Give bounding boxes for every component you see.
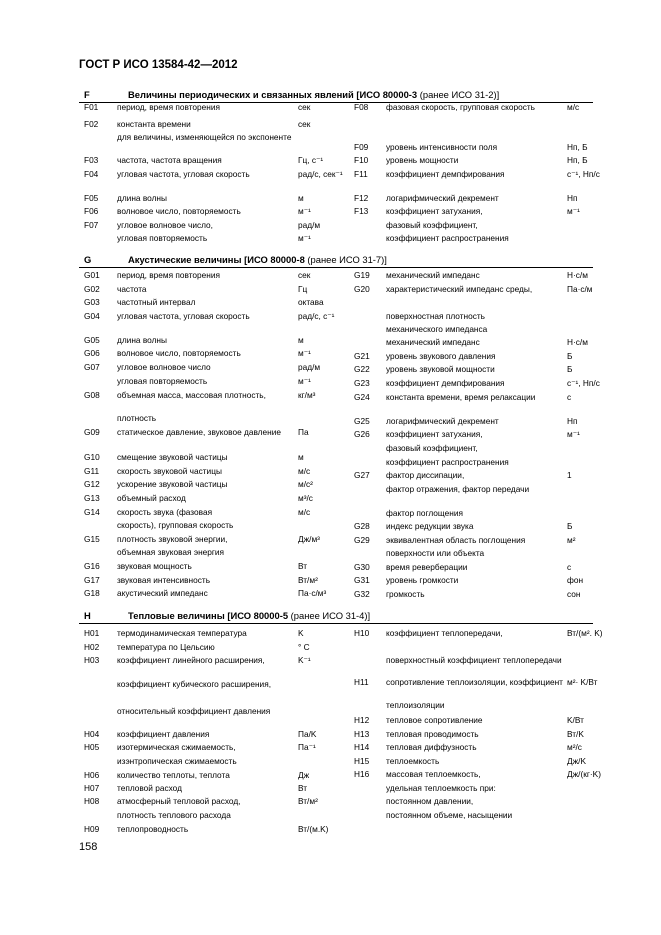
quantity-name: фактор поглощения <box>386 508 463 518</box>
quantity-name: длина волны <box>117 335 167 345</box>
quantity-name: индекс редукции звука <box>386 521 474 531</box>
quantity-name: коэффициент теплопередачи, <box>386 628 503 638</box>
section-letter: F <box>84 89 90 100</box>
quantity-code: G17 <box>84 575 100 585</box>
quantity-unit: Нп, Б <box>567 155 588 165</box>
section-title-standard: Акустические величины [ИСО 80000-8 <box>128 254 305 265</box>
quantity-code: F03 <box>84 155 99 165</box>
quantity-code: G24 <box>354 392 370 402</box>
quantity-code: G01 <box>84 270 100 280</box>
quantity-name: скорость звука (фазовая <box>117 507 213 517</box>
quantity-name: частота <box>117 284 147 294</box>
quantity-unit: Б <box>567 364 573 374</box>
quantity-code: G19 <box>354 270 370 280</box>
quantity-name: термодинамическая температура <box>117 628 247 638</box>
quantity-code: F06 <box>84 206 99 216</box>
quantity-code: G03 <box>84 297 100 307</box>
quantity-unit: с⁻¹, Нп/с <box>567 169 600 179</box>
quantity-name: частота, частота вращения <box>117 155 222 165</box>
quantity-unit: Па·с/м <box>567 284 593 294</box>
quantity-name: коэффициент затухания, <box>386 429 483 439</box>
quantity-name: время реверберации <box>386 562 468 572</box>
quantity-unit: Нп, Б <box>567 142 588 152</box>
quantity-name: изотермическая сжимаемость, <box>117 742 236 752</box>
quantity-unit: рад/с, сек⁻¹ <box>298 169 343 179</box>
quantity-code: H05 <box>84 742 100 752</box>
quantity-name: фактор отражения, фактор передачи <box>386 484 530 494</box>
quantity-unit: Б <box>567 351 573 361</box>
quantity-unit: 1 <box>567 470 572 480</box>
quantity-name: уровень мощности <box>386 155 459 165</box>
quantity-unit: сек <box>298 119 311 129</box>
quantity-name: плотность теплового расхода <box>117 810 231 820</box>
quantity-name: уровень звуковой мощности <box>386 364 495 374</box>
quantity-name: фазовый коэффициент, <box>386 443 478 453</box>
quantity-code: G11 <box>84 466 100 476</box>
quantity-unit: м <box>298 335 304 345</box>
quantity-name: относительный коэффициент давления <box>117 706 271 716</box>
quantity-code: G29 <box>354 535 370 545</box>
quantity-name: количество теплоты, теплота <box>117 770 230 780</box>
quantity-code: F05 <box>84 193 99 203</box>
quantity-name: изэнтропическая сжимаемость <box>117 756 237 766</box>
quantity-name: волновое число, повторяемость <box>117 348 241 358</box>
quantity-unit: м²/с <box>567 742 582 752</box>
quantity-name: объемная масса, массовая плотность, <box>117 390 266 400</box>
quantity-code: H02 <box>84 642 100 652</box>
quantity-name: фактор диссипации, <box>386 470 465 480</box>
quantity-name: удельная теплоемкость при: <box>386 783 496 793</box>
quantity-code: G02 <box>84 284 100 294</box>
quantity-name: уровень интенсивности поля <box>386 142 498 152</box>
quantity-name: теплоизоляции <box>386 700 445 710</box>
quantity-unit: м³/с <box>298 493 313 503</box>
quantity-name: частотный интервал <box>117 297 196 307</box>
quantity-name: механический импеданс <box>386 337 480 347</box>
quantity-unit: Дж/м³ <box>298 534 320 544</box>
quantity-name: механический импеданс <box>386 270 480 280</box>
quantity-unit: Вт/м² <box>298 796 318 806</box>
quantity-unit: Вт/м² <box>298 575 318 585</box>
quantity-unit: кг/м³ <box>298 390 316 400</box>
quantity-code: G20 <box>354 284 370 294</box>
quantity-name: скорость звуковой частицы <box>117 466 222 476</box>
quantity-name: длина волны <box>117 193 167 203</box>
quantity-name: постоянном давлении, <box>386 796 474 806</box>
quantity-name: фазовая скорость, групповая скорость <box>386 102 536 112</box>
quantity-code: H15 <box>354 756 370 766</box>
quantity-name: массовая теплоемкость, <box>386 769 481 779</box>
quantity-unit: с <box>567 392 572 402</box>
quantity-code: G25 <box>354 416 370 426</box>
quantity-name: объемный расход <box>117 493 186 503</box>
quantity-unit: Па·с/м³ <box>298 588 327 598</box>
quantity-name: тепловой расход <box>117 783 182 793</box>
quantity-name: смещение звуковой частицы <box>117 452 228 462</box>
quantity-code: H13 <box>354 729 370 739</box>
quantity-code: H01 <box>84 628 100 638</box>
quantity-name: коэффициент демпфирования <box>386 169 505 179</box>
quantity-name: период, время повторения <box>117 102 220 112</box>
quantity-name: уровень звукового давления <box>386 351 496 361</box>
quantity-unit: м <box>298 452 304 462</box>
quantity-name: коэффициент затухания, <box>386 206 483 216</box>
quantity-unit: Н·с/м <box>567 270 588 280</box>
quantity-unit: м²· K/Вт <box>567 677 598 687</box>
quantity-name: объемная звуковая энергия <box>117 547 225 557</box>
quantity-code: G12 <box>84 479 100 489</box>
section-title-standard: Величины периодических и связанных явлений [ИСО 80000-3 <box>128 89 418 100</box>
section-letter: G <box>84 254 92 265</box>
quantity-code: H16 <box>354 769 370 779</box>
quantity-code: G06 <box>84 348 100 358</box>
quantity-unit: Н·с/м <box>567 337 588 347</box>
quantity-unit: с <box>567 562 572 572</box>
quantity-name: постоянном объеме, насыщении <box>386 810 513 820</box>
quantity-name: коэффициент кубического расширения, <box>117 679 271 689</box>
quantity-name: теплоемкость <box>386 756 440 766</box>
quantity-code: G14 <box>84 507 100 517</box>
section-title <box>128 610 370 621</box>
quantity-name: температура по Цельсию <box>117 642 215 652</box>
quantity-unit: октава <box>298 297 324 307</box>
quantity-name: громкость <box>386 589 425 599</box>
quantity-code: G32 <box>354 589 370 599</box>
quantity-unit: рад/м <box>298 220 321 230</box>
document-header: ГОСТ Р ИСО 13584-42—2012 <box>79 59 238 71</box>
quantity-code: F13 <box>354 206 369 216</box>
quantity-unit: м/с <box>567 102 580 112</box>
quantity-unit: м⁻¹ <box>298 233 311 243</box>
quantity-code: H04 <box>84 729 100 739</box>
quantity-name: атмосферный тепловой расход, <box>117 796 241 806</box>
quantity-code: G26 <box>354 429 370 439</box>
section-heading <box>84 254 593 266</box>
quantity-code: F01 <box>84 102 99 112</box>
quantity-unit: сон <box>567 589 581 599</box>
quantity-code: G15 <box>84 534 100 544</box>
quantity-code: G30 <box>354 562 370 572</box>
quantity-name: скорость), групповая скорость <box>117 520 234 530</box>
quantity-unit: Вт/K <box>567 729 584 739</box>
quantity-name: угловая частота, угловая скорость <box>117 311 250 321</box>
quantity-name: логарифмический декремент <box>386 193 499 203</box>
quantity-name: плотность звуковой энергии, <box>117 534 228 544</box>
quantity-unit: K/Вт <box>567 715 584 725</box>
quantity-code: G13 <box>84 493 100 503</box>
quantity-name: константа времени, время релаксации <box>386 392 536 402</box>
quantity-name: статическое давление, звуковое давление <box>117 427 281 437</box>
quantity-unit: Гц, с⁻¹ <box>298 155 324 165</box>
section-title <box>128 254 387 265</box>
quantity-code: F11 <box>354 169 368 179</box>
quantity-name: тепловое сопротивление <box>386 715 483 725</box>
quantity-name: коэффициент демпфирования <box>386 378 505 388</box>
quantity-code: F07 <box>84 220 99 230</box>
quantity-unit: Па/K <box>298 729 317 739</box>
section-divider <box>79 623 593 624</box>
quantity-unit: м⁻¹ <box>567 206 580 216</box>
quantity-code: F10 <box>354 155 369 165</box>
quantity-code: H08 <box>84 796 100 806</box>
quantity-unit: ° C <box>298 642 310 652</box>
quantity-code: H07 <box>84 783 100 793</box>
quantity-code: G23 <box>354 378 370 388</box>
quantity-unit: сек <box>298 270 311 280</box>
quantity-unit: Нп <box>567 416 578 426</box>
quantity-name: поверхностная плотность <box>386 311 485 321</box>
quantity-unit: Вт/(м.K) <box>298 824 329 834</box>
quantity-unit: Вт <box>298 561 308 571</box>
quantity-name: коэффициент линейного расширения, <box>117 655 265 665</box>
quantity-unit: м² <box>567 535 576 545</box>
quantity-code: G21 <box>354 351 370 361</box>
quantity-code: G07 <box>84 362 100 372</box>
quantity-code: F04 <box>84 169 99 179</box>
quantity-unit: K <box>298 628 304 638</box>
quantity-code: G04 <box>84 311 100 321</box>
quantity-code: G05 <box>84 335 100 345</box>
quantity-name: теплопроводность <box>117 824 189 834</box>
section-title-note: (ранее ИСО 31-2)] <box>417 89 500 100</box>
quantity-unit: м/с² <box>298 479 313 489</box>
quantity-code: H09 <box>84 824 100 834</box>
quantity-unit: рад/м <box>298 362 321 372</box>
quantity-name: акустический импеданс <box>117 588 208 598</box>
quantity-name: звуковая мощность <box>117 561 192 571</box>
quantity-name: механического импеданса <box>386 324 488 334</box>
quantity-unit: Гц <box>298 284 308 294</box>
quantity-name: ускорение звуковой частицы <box>117 479 228 489</box>
quantity-code: H12 <box>354 715 370 725</box>
quantity-name: уровень громкости <box>386 575 459 585</box>
section-title <box>128 89 499 100</box>
quantity-code: G31 <box>354 575 370 585</box>
quantity-code: G16 <box>84 561 100 571</box>
quantity-unit: Вт/(м². K) <box>567 628 603 638</box>
quantity-unit: м/с <box>298 507 311 517</box>
section-divider <box>79 267 593 268</box>
quantity-unit: рад/с, с⁻¹ <box>298 311 335 321</box>
quantity-code: H06 <box>84 770 100 780</box>
quantity-name: фазовый коэффициент, <box>386 220 478 230</box>
section-letter: H <box>84 610 91 621</box>
quantity-name: плотность <box>117 413 157 423</box>
quantity-code: H03 <box>84 655 100 665</box>
section-heading <box>84 610 593 622</box>
quantity-code: F09 <box>354 142 369 152</box>
quantity-code: G27 <box>354 470 370 480</box>
quantity-name: характеристический импеданс среды, <box>386 284 533 294</box>
section-title-standard: Тепловые величины [ИСО 80000-5 <box>128 610 289 621</box>
quantity-unit: м/с <box>298 466 311 476</box>
quantity-name: период, время повторения <box>117 270 220 280</box>
quantity-name: тепловая диффузность <box>386 742 477 752</box>
section-title-note: (ранее ИСО 31-4)] <box>288 610 371 621</box>
quantity-name: коэффициент распространения <box>386 233 509 243</box>
quantity-unit: Б <box>567 521 573 531</box>
quantity-unit: Дж/K <box>567 756 587 766</box>
quantity-code: F02 <box>84 119 99 129</box>
quantity-code: G09 <box>84 427 100 437</box>
quantity-unit: с⁻¹, Нп/с <box>567 378 600 388</box>
quantity-name: сопротивление теплоизоляции, коэффициент <box>386 677 563 687</box>
quantity-code: H14 <box>354 742 370 752</box>
quantity-unit: Дж/(кг·K) <box>567 769 601 779</box>
quantity-name: поверхности или объекта <box>386 548 485 558</box>
quantity-name: эквивалентная область поглощения <box>386 535 526 545</box>
quantity-code: G18 <box>84 588 100 598</box>
section-title-note: (ранее ИСО 31-7)] <box>304 254 387 265</box>
quantity-unit: м⁻¹ <box>298 376 311 386</box>
quantity-name: угловая повторяемость <box>117 233 208 243</box>
quantity-unit: Вт <box>298 783 308 793</box>
quantity-code: G28 <box>354 521 370 531</box>
quantity-name: коэффициент распространения <box>386 457 509 467</box>
quantity-code: G22 <box>354 364 370 374</box>
quantity-code: H10 <box>354 628 370 638</box>
quantity-code: F08 <box>354 102 369 112</box>
quantity-name: волновое число, повторяемость <box>117 206 241 216</box>
quantity-unit: м⁻¹ <box>567 429 580 439</box>
quantity-unit: K⁻¹ <box>298 655 311 665</box>
quantity-name: для величины, изменяющейся по экспоненте <box>117 132 292 142</box>
quantity-name: угловое волновое число <box>117 362 211 372</box>
quantity-name: звуковая интенсивность <box>117 575 211 585</box>
quantity-name: константа времени <box>117 119 191 129</box>
quantity-name: угловая повторяемость <box>117 376 208 386</box>
quantity-code: G10 <box>84 452 100 462</box>
quantity-unit: фон <box>567 575 584 585</box>
quantity-name: поверхностный коэффициент теплопередачи <box>386 655 562 665</box>
quantity-code: H11 <box>354 677 369 687</box>
quantity-unit: Па <box>298 427 309 437</box>
quantity-name: логарифмический декремент <box>386 416 499 426</box>
quantity-unit: м⁻¹ <box>298 348 311 358</box>
quantity-code: F12 <box>354 193 369 203</box>
quantity-unit: сек <box>298 102 311 112</box>
page-number: 158 <box>79 841 98 853</box>
quantity-unit: Дж <box>298 770 310 780</box>
quantity-name: угловое волновое число, <box>117 220 213 230</box>
quantity-unit: м⁻¹ <box>298 206 311 216</box>
quantity-name: тепловая проводимость <box>386 729 479 739</box>
quantity-code: G08 <box>84 390 100 400</box>
quantity-name: угловая частота, угловая скорость <box>117 169 250 179</box>
quantity-name: коэффициент давления <box>117 729 210 739</box>
quantity-unit: м <box>298 193 304 203</box>
quantity-unit: Па⁻¹ <box>298 742 316 752</box>
quantity-unit: Нп <box>567 193 578 203</box>
section-heading <box>84 89 593 101</box>
